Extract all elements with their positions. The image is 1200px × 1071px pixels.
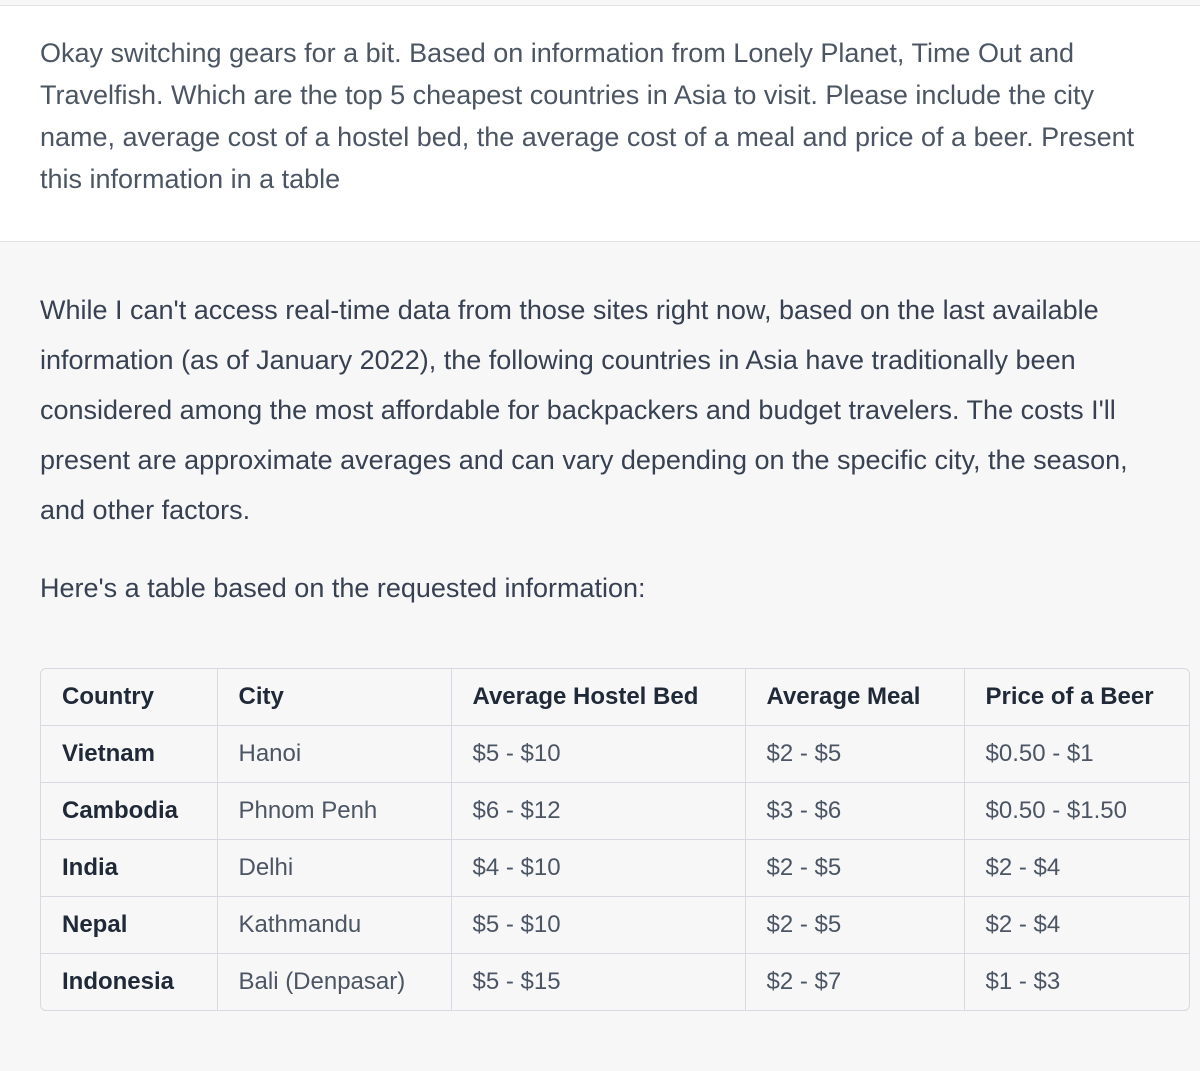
- table-row: [41, 839, 1189, 896]
- cell-city: Delhi: [217, 839, 451, 896]
- cost-table: [41, 669, 1189, 1010]
- header-hostel-bed: Average Hostel Bed: [451, 669, 745, 725]
- cell-hostel-bed: $5 - $15: [451, 953, 745, 1010]
- cell-beer: $2 - $4: [964, 839, 1189, 896]
- header-beer: Price of a Beer: [964, 669, 1189, 725]
- cell-city: Kathmandu: [217, 896, 451, 953]
- cell-beer: $2 - $4: [964, 896, 1189, 953]
- cell-meal: $2 - $5: [745, 725, 964, 782]
- cell-country: Cambodia: [41, 782, 217, 839]
- cell-meal: $3 - $6: [745, 782, 964, 839]
- assistant-message: [0, 242, 1200, 1071]
- cell-beer: $0.50 - $1: [964, 725, 1189, 782]
- cell-country: Indonesia: [41, 953, 217, 1010]
- table-row: [41, 782, 1189, 839]
- table-header-row: [41, 669, 1189, 725]
- cell-country: Nepal: [41, 896, 217, 953]
- cell-beer: $0.50 - $1.50: [964, 782, 1189, 839]
- table-row: [41, 725, 1189, 782]
- cell-hostel-bed: $6 - $12: [451, 782, 745, 839]
- cell-city: Bali (Denpasar): [217, 953, 451, 1010]
- table-row: [41, 896, 1189, 953]
- cell-hostel-bed: $4 - $10: [451, 839, 745, 896]
- cost-table-container: [40, 668, 1190, 1011]
- cell-country: Vietnam: [41, 725, 217, 782]
- cell-meal: $2 - $7: [745, 953, 964, 1010]
- cell-city: Hanoi: [217, 725, 451, 782]
- cell-beer: $1 - $3: [985, 967, 1061, 995]
- header-city: City: [217, 669, 451, 725]
- cell-country: India: [41, 839, 217, 896]
- user-message: [0, 6, 1200, 242]
- cell-city: Phnom Penh: [217, 782, 451, 839]
- cell-hostel-bed: $5 - $10: [451, 896, 745, 953]
- cell-meal: $2 - $5: [745, 839, 964, 896]
- user-message-text: Okay switching gears for a bit. Based on information from Lonely Planet, Time Out and Travelfish. Which are the top 5 cheapest countries in Asia to visit. Please include the city name, average cost of a hostel bed, the average cost of a meal and price of a beer. Present this information in a table: [40, 38, 1135, 194]
- table-row: [41, 953, 1189, 1010]
- cell-hostel-bed: $5 - $10: [451, 725, 745, 782]
- header-meal: Average Meal: [745, 669, 964, 725]
- cell-meal: $2 - $5: [745, 896, 964, 953]
- assistant-paragraph-intro: While I can't access real-time data from those sites right now, based on the last available information (as of January 2022), the following countries in Asia have traditionally been considered among the most affordable for backpackers and budget travelers. The costs I'll present are approximate averages and can vary depending on the specific city, the season, and other factors.: [40, 295, 1128, 525]
- header-country: Country: [41, 669, 217, 725]
- assistant-paragraph-table-intro: Here's a table based on the requested information:: [40, 573, 646, 603]
